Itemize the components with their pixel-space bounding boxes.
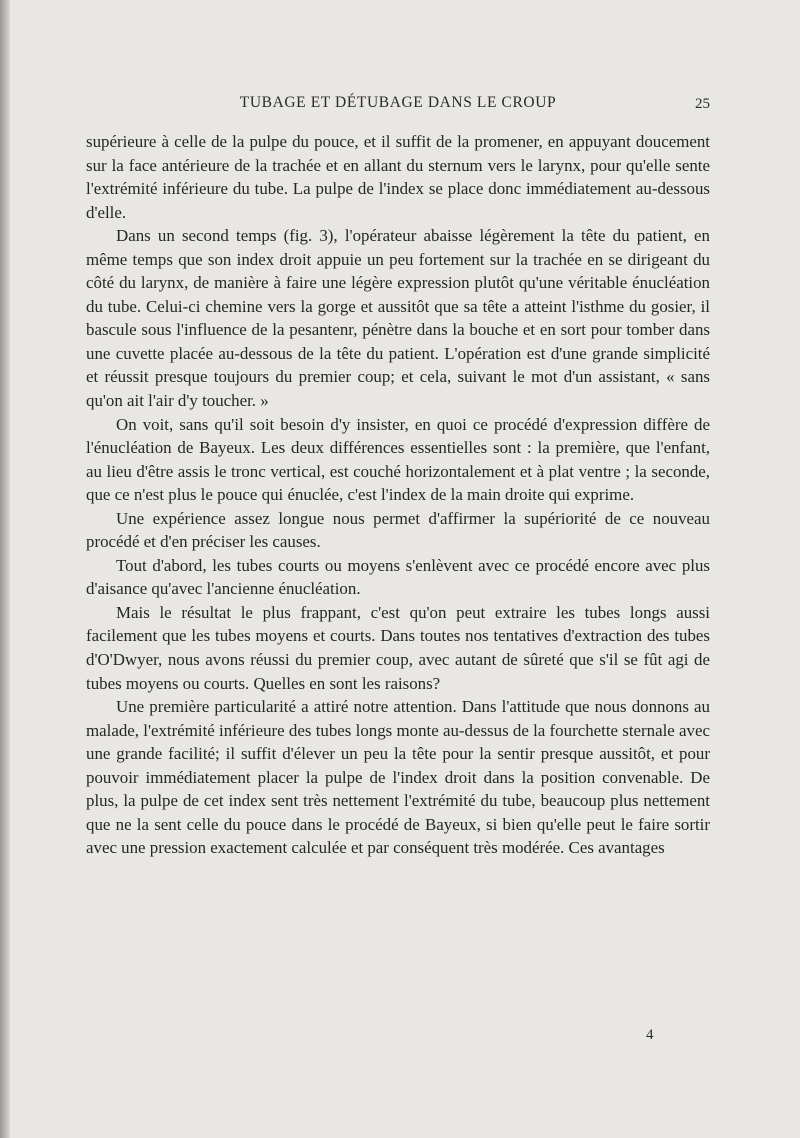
signature-mark: 4: [646, 1027, 654, 1043]
running-title: TUBAGE ET DÉTUBAGE DANS LE CROUP: [239, 94, 557, 111]
paragraph: Mais le résultat le plus frappant, c'est qu'on peut extraire les tubes longs aussi facilement que les tubes moyens et courts. Dans toutes nos tentatives d'extraction des tubes d'O'Dwyer, nous avons réussi du premier coup, avec autant de sûreté que s'il se fût agi de tubes moyens ou courts. Quelles en sont les raisons?: [86, 602, 710, 693]
paragraph: Dans un second temps (fig. 3), l'opérateur abaisse légèrement la tête du patient, en même temps que son index droit appuie un peu fortement sur la trachée en se dirigeant du côté du larynx, de manière à faire une légère expression plutôt qu'une véritable énucléation du tube. Celui-ci chemine vers la gorge et aussitôt que sa tête a atteint l'isthme du gosier, il bascule sous l'influence de la pesantenr, pénètre dans la bouche et en sort pour tomber dans une cuvette placée au-dessous de la tête du patient. L'opération est d'une grande simplicité et réussit presque toujours du premier coup; et cela, suivant le mot d'un assistant, « sans qu'on ait l'air d'y toucher. »: [86, 226, 710, 411]
page-edge-shadow: [0, 0, 10, 1138]
paragraph: Une première particularité a attiré notre attention. Dans l'attitude que nous donnons au malade, l'extrémité inférieure des tubes longs monte au-dessus de la fourchette sternale avec une grande facilité; il suffit d'élever un peu la tête pour la sentir presque aussitôt, et pour pouvoir immédiatement placer la pulpe de l'index droit dans la position convenable. De plus, la pulpe de cet index sent très nettement l'extrémité du tube, beaucoup plus nettement que ne la sent celle du pouce dans le procédé de Bayeux, si bien qu'elle peut le faire sortir avec une pression exactement calculée et par conséquent très modérée. Ces avantages: [86, 697, 710, 858]
paragraph: Tout d'abord, les tubes courts ou moyens s'enlèvent avec ce procédé encore avec plus d'aisance qu'avec l'ancienne énucléation.: [86, 555, 710, 599]
paragraph-continuation: supérieure à celle de la pulpe du pouce, et il suffit de la promener, en appuyant doucement sur la face antérieure de la trachée et en allant du sternum vers le larynx, pour qu'elle sente l'extrémité inférieure du tube. La pulpe de l'index se place donc immédiatement au-dessous d'elle.: [86, 132, 710, 222]
body-text: [86, 130, 710, 860]
running-head: [86, 94, 710, 118]
paragraph: On voit, sans qu'il soit besoin d'y insister, en quoi ce procédé d'expression diffère de l'énucléation de Bayeux. Les deux différences essentielles sont : la première, que l'enfant, au lieu d'être assis le tronc vertical, est couché horizontalement et à plat ventre ; la seconde, que ce n'est plus le pouce qui énuclée, c'est l'index de la main droite qui exprime.: [86, 414, 710, 505]
paragraph: Une expérience assez longue nous permet d'affirmer la supériorité de ce nouveau procédé et d'en préciser les causes.: [86, 508, 710, 552]
page-number: 25: [695, 96, 710, 112]
